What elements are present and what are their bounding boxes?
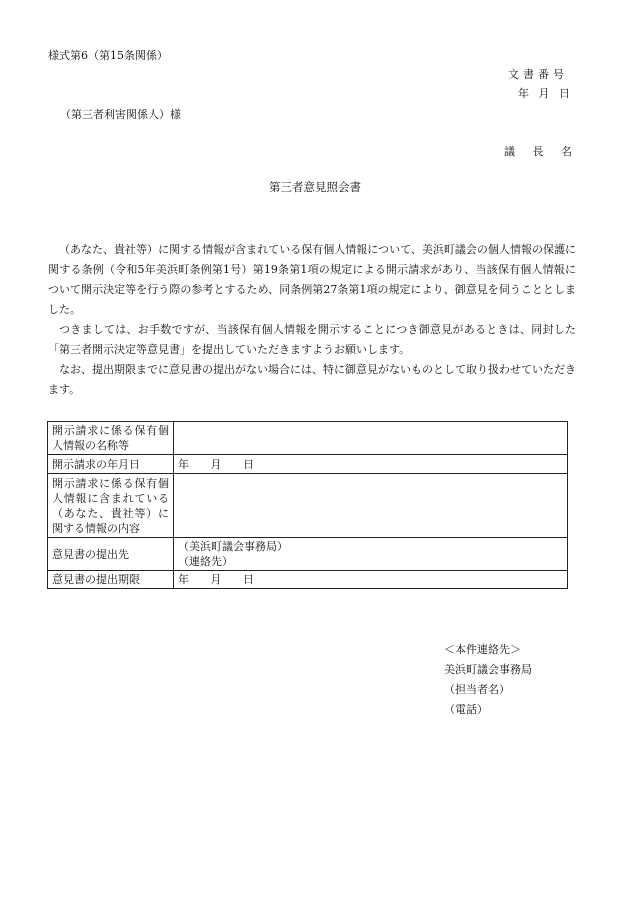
- document-title: 第三者意見照会書: [269, 180, 361, 194]
- row-value-info-content: [174, 474, 568, 538]
- row-value-request-date: 年 月 日: [174, 455, 568, 474]
- contact-block: [444, 640, 532, 720]
- row-label-info-content: 開示請求に係る保有個人情報に含まれている（あなた、貴社等）に関する情報の内容: [48, 474, 174, 538]
- paragraph-request: つきましては、お手数ですが、当該保有個人情報を開示することにつき御意見があるときは、同封した「第三者開示決定等意見書」を提出していただきますようお願いします。: [48, 323, 576, 356]
- row-value-deadline: 年 月 日: [174, 571, 568, 589]
- contact-person: （担当者名）: [444, 683, 510, 696]
- table-row: [48, 571, 568, 589]
- row-label-deadline: 意見書の提出期限: [48, 571, 174, 589]
- form-number: 様式第6（第15条関係）: [48, 49, 168, 62]
- row-label-submit-to: 意見書の提出先: [48, 538, 174, 571]
- table-row: [48, 538, 568, 571]
- paragraph-inquiry: （あなた、貴社等）に関する情報が含まれている保有個人情報について、美浜町議会の個人情報の保護に関する条例（令和5年美浜町条例第1号）第19条第1項の規定による開示請求があり、当該保有個人情報について開示決定等を行う際の参考とするため、同条例第27条第1項の規定により、御意見を伺うこととしました。: [48, 243, 576, 316]
- table-row: [48, 474, 568, 538]
- chair-name-label: 議 長 名: [504, 145, 572, 158]
- addressee: （第三者利害関係人）様: [60, 108, 181, 121]
- submit-to-office: （美浜町議会事務局）: [178, 540, 288, 553]
- info-table: [47, 421, 568, 589]
- document-date-label: 年 月 日: [518, 87, 570, 100]
- row-label-info-name: 開示請求に係る保有個人情報の名称等: [48, 422, 174, 455]
- row-value-submit-to: [174, 538, 568, 571]
- submit-to-contact: （連絡先）: [178, 555, 233, 568]
- paragraph-deadline-note: なお、提出期限までに意見書の提出がない場合には、特に御意見がないものとして取り扱わせていただきます。: [48, 363, 576, 396]
- row-value-info-name: [174, 422, 568, 455]
- table-row: [48, 455, 568, 474]
- contact-office: 美浜町議会事務局: [444, 663, 532, 676]
- document-number-label: 文書番号: [508, 68, 568, 81]
- contact-phone: （電話）: [444, 703, 488, 716]
- body-text: [48, 240, 576, 400]
- table-row: [48, 422, 568, 455]
- contact-heading: ＜本件連絡先＞: [444, 643, 521, 656]
- row-label-request-date: 開示請求の年月日: [48, 455, 174, 474]
